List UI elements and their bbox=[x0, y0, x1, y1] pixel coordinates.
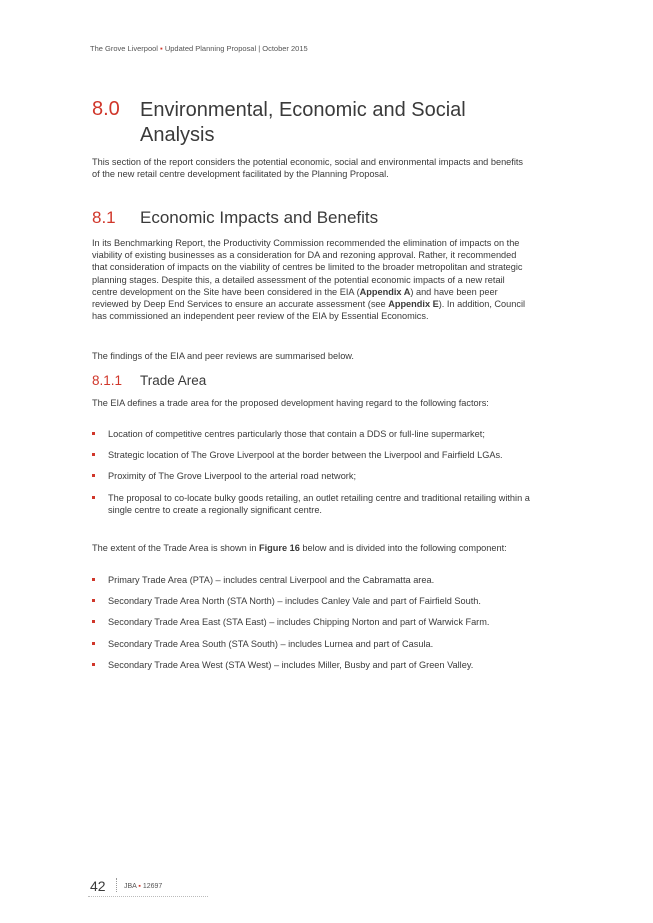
list-item-text: Secondary Trade Area North (STA North) – includes Canley Vale and part of Fairfield South. bbox=[108, 596, 481, 607]
paragraph-text: The extent of the Trade Area is shown in bbox=[92, 543, 260, 553]
paragraph-text: In its Benchmarking Report, the Productivity Commission recommended the elimination of impacts on the viability of existing businesses as a consideration for DA and rezoning approval. Rather, it recommended that consideration of impacts on the viability of centres be limited to the broader metropolitan and strategic planning stages. Despite this, a detailed assessment of the potential economic impacts of a new retail centre development on the Site have been considered in the EIA ( bbox=[92, 238, 523, 297]
subsubsection-number: 8.1.1 bbox=[92, 373, 123, 388]
trade-area-intro: The EIA defines a trade area for the proposed development having regard to the following factors: bbox=[92, 398, 489, 408]
footer-rule bbox=[88, 896, 208, 897]
bullet-square-icon bbox=[92, 599, 95, 602]
list-item bbox=[92, 574, 532, 586]
bullet-square-icon bbox=[92, 642, 95, 645]
header-separator: ▪ bbox=[160, 44, 163, 53]
subsection-paragraph-2: The findings of the EIA and peer reviews are summarised below. bbox=[92, 351, 354, 361]
paragraph-text: below and is divided into the following component: bbox=[299, 543, 507, 553]
trade-area-components-list bbox=[92, 574, 532, 680]
list-item bbox=[92, 428, 532, 440]
footer-job-number: 12697 bbox=[142, 883, 163, 890]
figure-reference: Figure 16 bbox=[259, 543, 300, 553]
list-item bbox=[92, 470, 532, 482]
trade-area-extent bbox=[92, 542, 530, 554]
footer-divider bbox=[116, 878, 117, 892]
bullet-square-icon bbox=[92, 474, 95, 477]
bullet-square-icon bbox=[92, 578, 95, 581]
list-item bbox=[92, 616, 532, 628]
footer-job-reference bbox=[124, 883, 162, 890]
bullet-square-icon bbox=[92, 620, 95, 623]
page-number: 42 bbox=[90, 878, 106, 894]
list-item-text: Secondary Trade Area South (STA South) – includes Lurnea and part of Casula. bbox=[108, 638, 434, 649]
subsection-number: 8.1 bbox=[92, 208, 116, 227]
section-number: 8.0 bbox=[92, 98, 120, 120]
bullet-square-icon bbox=[92, 432, 95, 435]
appendix-e-reference: Appendix E bbox=[388, 299, 439, 310]
bullet-square-icon bbox=[92, 453, 95, 456]
bullet-square-icon bbox=[92, 496, 95, 499]
list-item-text: Primary Trade Area (PTA) – includes central Liverpool and the Cabramatta area. bbox=[108, 575, 435, 585]
list-item-text: Strategic location of The Grove Liverpool at the border between the Liverpool and Fairfield LGAs. bbox=[108, 450, 503, 461]
paragraph-text: ). In addition, Council has commissioned an independent peer review of the EIA by Essential Economics. bbox=[92, 299, 526, 322]
section-intro: This section of the report considers the potential economic, social and environmental impacts and benefits of the new retail centre development facilitated by the Planning Proposal. bbox=[92, 157, 524, 180]
paragraph-text: ) and have been peer reviewed by Deep End Services to ensure an accurate assessment (see bbox=[92, 286, 498, 310]
trade-area-factors-list bbox=[92, 428, 532, 525]
header-document-name: The Grove Liverpool bbox=[90, 44, 158, 53]
bullet-square-icon bbox=[92, 663, 95, 666]
appendix-a-reference: Appendix A bbox=[359, 286, 411, 297]
section-title: Environmental, Economic and Social Analysis bbox=[140, 99, 466, 146]
footer-separator: ▪ bbox=[138, 883, 141, 890]
subsubsection-title: Trade Area bbox=[140, 373, 207, 388]
list-item bbox=[92, 638, 532, 650]
footer-company: JBA bbox=[124, 883, 137, 890]
subsection-paragraph-1 bbox=[92, 237, 530, 322]
list-item bbox=[92, 659, 532, 671]
list-item bbox=[92, 595, 532, 607]
list-item-text: The proposal to co-locate bulky goods retailing, an outlet retailing centre and traditional retailing within a single centre to create a regionally significant centre. bbox=[108, 492, 530, 515]
list-item bbox=[92, 492, 532, 516]
list-item-text: Secondary Trade Area West (STA West) – includes Miller, Busby and part of Green Valley. bbox=[108, 659, 474, 670]
list-item-text: Location of competitive centres particularly those that contain a DDS or full-line supermarket; bbox=[108, 429, 485, 439]
list-item-text: Secondary Trade Area East (STA East) – includes Chipping Norton and part of Warwick Farm. bbox=[108, 617, 490, 628]
header-document-subtitle: Updated Planning Proposal | October 2015 bbox=[164, 44, 308, 53]
list-item-text: Proximity of The Grove Liverpool to the arterial road network; bbox=[108, 471, 357, 482]
running-header bbox=[90, 44, 308, 53]
subsection-title: Economic Impacts and Benefits bbox=[140, 208, 379, 227]
list-item bbox=[92, 449, 532, 461]
